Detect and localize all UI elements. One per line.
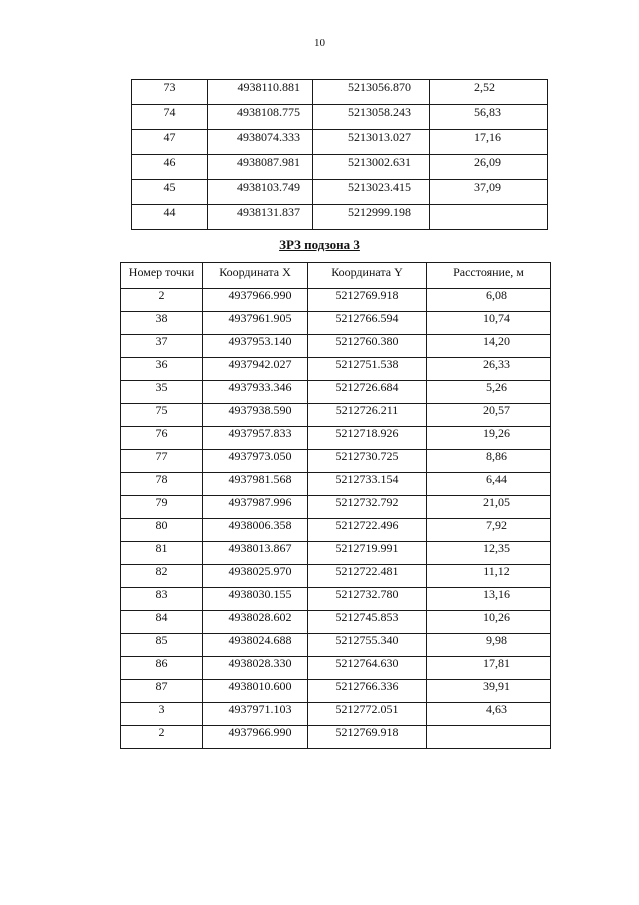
coordinate-y-cell: 5212769.918 [308, 726, 427, 749]
point-number-cell: 36 [121, 358, 203, 381]
point-number-cell: 85 [121, 634, 203, 657]
point-number-cell: 76 [121, 427, 203, 450]
coordinate-x-cell: 4937953.140 [203, 335, 308, 358]
coordinate-y-cell: 5212772.051 [308, 703, 427, 726]
table-row [121, 450, 551, 473]
point-number-cell: 37 [121, 335, 203, 358]
coordinate-y-cell: 5213058.243 [313, 105, 430, 130]
distance-cell: 26,33 [427, 358, 551, 381]
coordinate-x-cell: 4937973.050 [203, 450, 308, 473]
point-number-cell: 86 [121, 657, 203, 680]
header-coordinate-y: Координата Y [308, 263, 427, 289]
point-number-cell: 78 [121, 473, 203, 496]
distance-cell: 4,63 [427, 703, 551, 726]
distance-cell: 56,83 [430, 105, 548, 130]
coordinate-y-cell: 5212733.154 [308, 473, 427, 496]
table-row [121, 657, 551, 680]
distance-cell: 13,16 [427, 588, 551, 611]
coordinate-x-cell: 4937966.990 [203, 726, 308, 749]
distance-cell: 6,08 [427, 289, 551, 312]
distance-cell: 37,09 [430, 180, 548, 205]
coordinate-x-cell: 4937981.568 [203, 473, 308, 496]
distance-cell: 9,98 [427, 634, 551, 657]
coordinate-x-cell: 4938074.333 [208, 130, 313, 155]
table-row [121, 473, 551, 496]
coordinate-x-cell: 4938006.358 [203, 519, 308, 542]
coordinate-x-cell: 4938110.881 [208, 80, 313, 105]
distance-cell [427, 726, 551, 749]
table-row [132, 80, 548, 105]
coordinate-x-cell: 4938013.867 [203, 542, 308, 565]
coordinate-x-cell: 4938103.749 [208, 180, 313, 205]
coordinate-x-cell: 4938010.600 [203, 680, 308, 703]
coordinate-y-cell: 5213023.415 [313, 180, 430, 205]
distance-cell: 17,81 [427, 657, 551, 680]
coordinate-y-cell: 5212718.926 [308, 427, 427, 450]
coordinate-y-cell: 5213056.870 [313, 80, 430, 105]
coordinate-y-cell: 5213002.631 [313, 155, 430, 180]
header-coordinate-x: Координата X [203, 263, 308, 289]
coordinate-y-cell: 5212732.780 [308, 588, 427, 611]
coordinate-x-cell: 4937961.905 [203, 312, 308, 335]
point-number-cell: 77 [121, 450, 203, 473]
point-number-cell: 81 [121, 542, 203, 565]
distance-cell: 10,74 [427, 312, 551, 335]
point-number-cell: 44 [132, 205, 208, 230]
table-row [121, 680, 551, 703]
point-number-cell: 3 [121, 703, 203, 726]
table-row [132, 105, 548, 130]
table-row [121, 312, 551, 335]
coordinate-x-cell: 4938025.970 [203, 565, 308, 588]
coordinates-table-subzone-3-body [121, 289, 551, 749]
distance-cell: 20,57 [427, 404, 551, 427]
table-row [121, 427, 551, 450]
coordinate-y-cell: 5212732.792 [308, 496, 427, 519]
distance-cell: 11,12 [427, 565, 551, 588]
point-number-cell: 79 [121, 496, 203, 519]
coordinate-y-cell: 5212726.684 [308, 381, 427, 404]
coordinate-y-cell: 5212730.725 [308, 450, 427, 473]
distance-cell: 19,26 [427, 427, 551, 450]
distance-cell: 6,44 [427, 473, 551, 496]
distance-cell: 26,09 [430, 155, 548, 180]
coordinate-x-cell: 4938028.330 [203, 657, 308, 680]
table-row [121, 703, 551, 726]
distance-cell: 17,16 [430, 130, 548, 155]
page-number: 10 [314, 37, 325, 49]
table-row [121, 634, 551, 657]
coordinate-x-cell: 4938131.837 [208, 205, 313, 230]
distance-cell: 5,26 [427, 381, 551, 404]
coordinates-table-continued-body [132, 80, 548, 230]
coordinate-y-cell: 5212769.918 [308, 289, 427, 312]
coordinate-y-cell: 5212766.594 [308, 312, 427, 335]
distance-cell: 7,92 [427, 519, 551, 542]
coordinate-y-cell: 5212755.340 [308, 634, 427, 657]
table-row [121, 726, 551, 749]
distance-cell [430, 205, 548, 230]
coordinate-y-cell: 5212766.336 [308, 680, 427, 703]
coordinate-y-cell: 5212999.198 [313, 205, 430, 230]
coordinate-x-cell: 4937938.590 [203, 404, 308, 427]
section-title: ЗРЗ подзона 3 [279, 237, 360, 252]
point-number-cell: 38 [121, 312, 203, 335]
coordinate-y-cell: 5212719.991 [308, 542, 427, 565]
coordinate-x-cell: 4938030.155 [203, 588, 308, 611]
table-row [121, 519, 551, 542]
distance-cell: 8,86 [427, 450, 551, 473]
coordinate-x-cell: 4938024.688 [203, 634, 308, 657]
point-number-cell: 73 [132, 80, 208, 105]
point-number-cell: 45 [132, 180, 208, 205]
point-number-cell: 47 [132, 130, 208, 155]
table-row [132, 205, 548, 230]
header-point-number: Номер точки [121, 263, 203, 289]
table-row [121, 542, 551, 565]
distance-cell: 10,26 [427, 611, 551, 634]
coordinate-y-cell: 5212722.496 [308, 519, 427, 542]
coordinate-x-cell: 4937933.346 [203, 381, 308, 404]
coordinate-y-cell: 5212760.380 [308, 335, 427, 358]
table-row [121, 565, 551, 588]
coordinate-y-cell: 5212745.853 [308, 611, 427, 634]
point-number-cell: 87 [121, 680, 203, 703]
table-row [121, 358, 551, 381]
distance-cell: 21,05 [427, 496, 551, 519]
point-number-cell: 84 [121, 611, 203, 634]
table-header-row [121, 263, 551, 289]
point-number-cell: 46 [132, 155, 208, 180]
point-number-cell: 83 [121, 588, 203, 611]
table-row [132, 155, 548, 180]
distance-cell: 12,35 [427, 542, 551, 565]
coordinate-x-cell: 4938087.981 [208, 155, 313, 180]
coordinate-x-cell: 4937966.990 [203, 289, 308, 312]
table-row [121, 611, 551, 634]
coordinate-x-cell: 4938028.602 [203, 611, 308, 634]
point-number-cell: 2 [121, 289, 203, 312]
point-number-cell: 82 [121, 565, 203, 588]
point-number-cell: 35 [121, 381, 203, 404]
point-number-cell: 75 [121, 404, 203, 427]
table-row [121, 496, 551, 519]
table-row [121, 588, 551, 611]
coordinate-x-cell: 4937971.103 [203, 703, 308, 726]
header-distance: Расстояние, м [427, 263, 551, 289]
table-row [121, 335, 551, 358]
table-row [121, 289, 551, 312]
coordinate-y-cell: 5213013.027 [313, 130, 430, 155]
coordinate-y-cell: 5212726.211 [308, 404, 427, 427]
coordinate-x-cell: 4937957.833 [203, 427, 308, 450]
coordinate-y-cell: 5212751.538 [308, 358, 427, 381]
table-row [121, 381, 551, 404]
table-row [121, 404, 551, 427]
coordinate-x-cell: 4937942.027 [203, 358, 308, 381]
point-number-cell: 74 [132, 105, 208, 130]
distance-cell: 14,20 [427, 335, 551, 358]
coordinates-table-continued [131, 79, 548, 230]
distance-cell: 39,91 [427, 680, 551, 703]
point-number-cell: 2 [121, 726, 203, 749]
coordinate-x-cell: 4938108.775 [208, 105, 313, 130]
coordinate-x-cell: 4937987.996 [203, 496, 308, 519]
coordinate-y-cell: 5212764.630 [308, 657, 427, 680]
point-number-cell: 80 [121, 519, 203, 542]
coordinates-table-subzone-3 [120, 262, 551, 749]
table-row [132, 130, 548, 155]
distance-cell: 2,52 [430, 80, 548, 105]
coordinate-y-cell: 5212722.481 [308, 565, 427, 588]
table-row [132, 180, 548, 205]
